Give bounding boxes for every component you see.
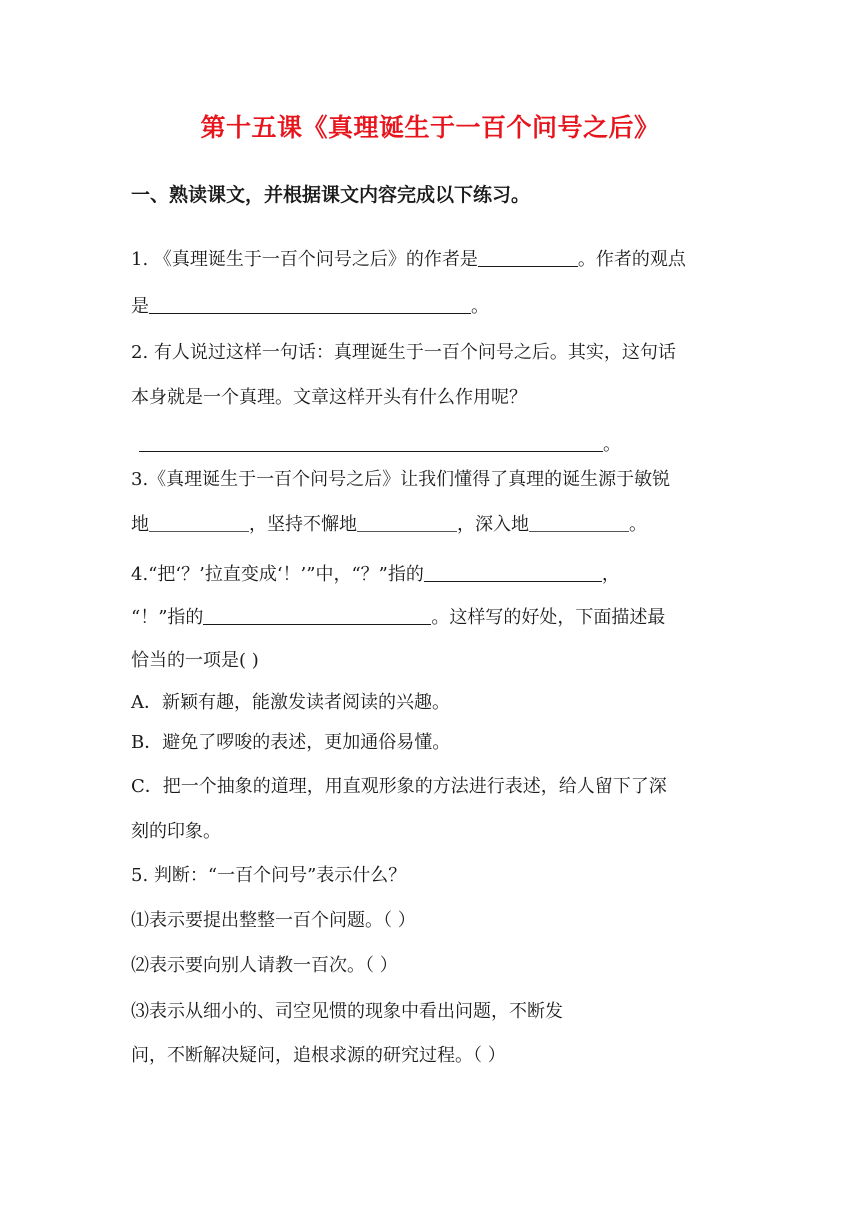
q4-line1 — [131, 561, 620, 587]
q5-item3-line2[interactable]: 问，不断解决疑问，追根求源的研究过程。（ ） — [131, 1045, 506, 1066]
q5-stem: 5. 判断：“一百个问号”表示什么？ — [131, 865, 407, 886]
q4-exclamation-blank[interactable] — [203, 604, 431, 625]
lesson-title: 第十五课《真理诞生于一百个问号之后》 — [200, 113, 660, 142]
q1-line1 — [131, 246, 686, 272]
q4-text-b: ， — [601, 564, 620, 585]
q4-line3: 恰当的一项是( ) — [131, 650, 259, 671]
q3-line2 — [131, 511, 647, 537]
q3-line1: 3.《真理诞生于一百个问号之后》让我们懂得了真理的诞生源于敏锐 — [131, 469, 671, 490]
q3-text-a: 地 — [131, 514, 149, 535]
q1-line2 — [131, 293, 489, 319]
q2-line1: 2. 有人说过这样一句话：真理诞生于一百个问号之后。其实，这句话 — [131, 342, 676, 363]
q5-item3-line1: ⑶表示从细小的、司空见惯的现象中看出问题，不断发 — [131, 1001, 563, 1022]
q3-text-d: 。 — [629, 514, 647, 535]
q2-line2: 本身就是一个真理。文章这样开头有什么作用呢？ — [131, 387, 527, 408]
q2-answer-blank[interactable] — [139, 431, 603, 452]
option-c-line2[interactable]: 刻的印象。 — [131, 821, 221, 842]
q1-text-a: 1. 《真理诞生于一百个问号之后》的作者是 — [131, 249, 478, 270]
q1-text-c: 是 — [131, 296, 149, 317]
option-b[interactable]: B．避免了啰唆的表述，更加通俗易懂。 — [131, 732, 451, 753]
option-c-line1[interactable]: C．把一个抽象的道理，用直观形象的方法进行表述，给人留下了深 — [131, 776, 667, 797]
q1-text-d: 。 — [471, 296, 489, 317]
option-a[interactable]: A．新颖有趣，能激发读者阅读的兴趣。 — [131, 692, 450, 713]
q3-text-c: ，深入地 — [457, 514, 529, 535]
q1-author-blank[interactable] — [478, 246, 578, 267]
section-heading: 一、熟读课文，并根据课文内容完成以下练习。 — [131, 184, 531, 206]
q4-text-c: “！”指的 — [131, 607, 204, 628]
q4-text-d: 。这样写的好处，下面描述最 — [431, 607, 666, 628]
q4-question-mark-blank[interactable] — [424, 561, 602, 582]
q5-item1[interactable]: ⑴表示要提出整整一百个问题。（ ） — [131, 910, 416, 931]
q1-viewpoint-blank[interactable] — [149, 293, 471, 314]
q2-text-end: 。 — [603, 434, 621, 455]
q3-blank-3[interactable] — [529, 511, 629, 532]
q2-line3 — [139, 431, 621, 457]
q4-text-a: 4.“把‘？’拉直变成‘！’”中，“？”指的 — [131, 564, 424, 585]
q4-line2 — [131, 604, 665, 630]
q5-item2[interactable]: ⑵表示要向别人请教一百次。（ ） — [131, 955, 398, 976]
q3-text-b: ，坚持不懈地 — [249, 514, 357, 535]
q3-blank-1[interactable] — [149, 511, 249, 532]
q3-blank-2[interactable] — [357, 511, 457, 532]
q1-text-b: 。作者的观点 — [577, 249, 686, 270]
